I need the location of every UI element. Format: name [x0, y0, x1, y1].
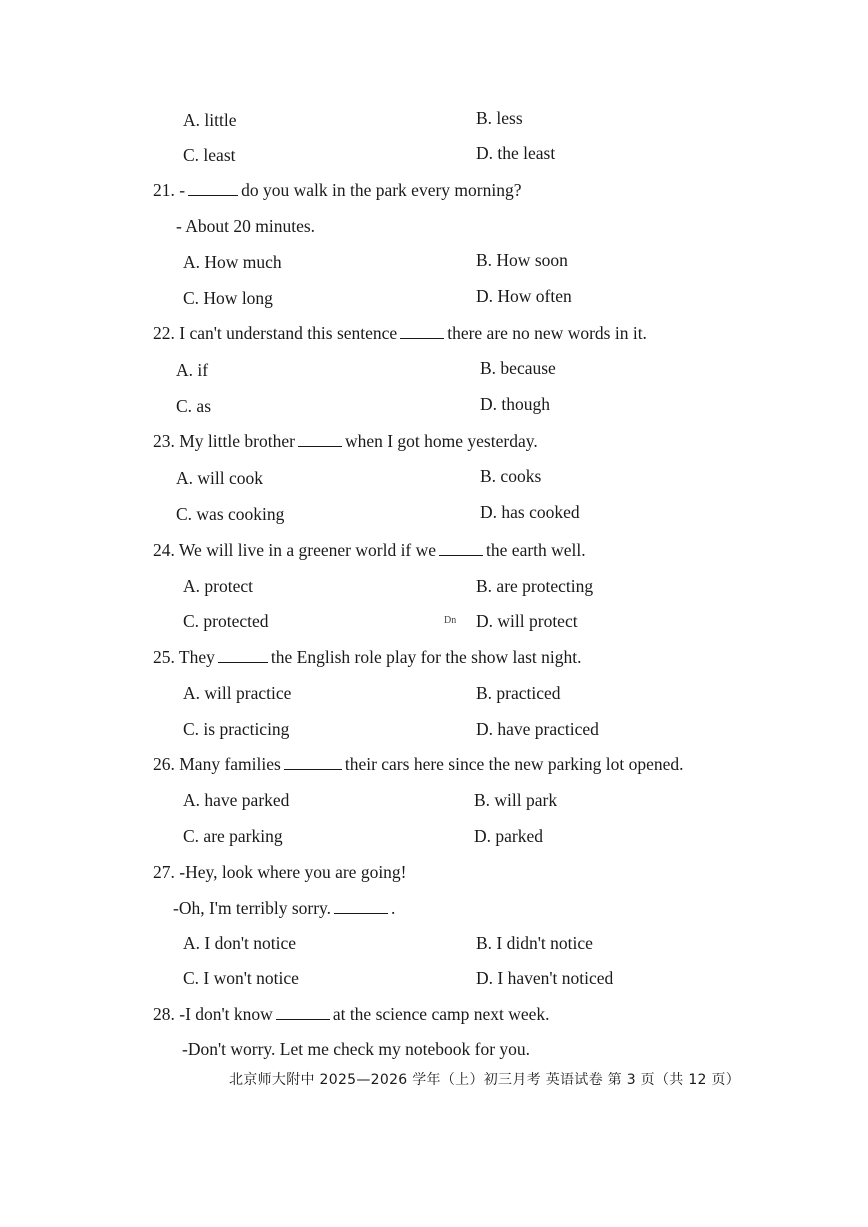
q21-number: 21. - — [153, 180, 186, 200]
q27-option-b: B. I didn't notice — [476, 933, 593, 953]
q28-text-before: 28. -I don't know — [153, 1004, 273, 1024]
q25-option-d: D. have practiced — [476, 719, 599, 739]
q21-reply: - About 20 minutes. — [176, 216, 316, 236]
q24-option-d: D. will protect — [476, 611, 578, 631]
q24-text-before: 24. We will live in a greener world if we — [153, 540, 437, 560]
q21-option-c: C. How long — [183, 288, 273, 308]
q28-blank — [276, 1003, 330, 1020]
q22-option-b: B. because — [480, 358, 556, 378]
q23-option-b: B. cooks — [480, 466, 542, 486]
q24-option-c: C. protected — [183, 611, 269, 631]
q26-text-before: 26. Many families — [153, 754, 281, 774]
q26-option-c: C. are parking — [183, 826, 283, 846]
q25-option-c: C. is practicing — [183, 719, 290, 739]
q23-blank — [298, 430, 342, 447]
q23-text-before: 23. My little brother — [153, 431, 295, 451]
q24-option-b: B. are protecting — [476, 576, 594, 596]
q21-text: do you walk in the park every morning? — [241, 180, 522, 200]
q24-stem — [153, 539, 586, 561]
q21-option-a: A. How much — [183, 252, 282, 272]
q27-reply-end: . — [391, 898, 396, 918]
q25-text-before: 25. They — [153, 647, 215, 667]
q21-blank — [188, 179, 238, 196]
q24-blank — [439, 539, 483, 556]
q22-option-c: C. as — [176, 396, 211, 416]
q22-option-a: A. if — [176, 360, 209, 380]
q21-option-b: B. How soon — [476, 250, 568, 270]
page-footer: 北京师大附中 2025—2026 学年（上）初三月考 英语试卷 第 3 页（共 12 页） — [229, 1072, 741, 1088]
q24-option-a: A. protect — [183, 576, 253, 596]
q25-blank — [218, 646, 268, 663]
q28-text-after: at the science camp next week. — [332, 1004, 550, 1024]
q26-text-after: their cars here since the new parking lot opened. — [344, 754, 684, 774]
q28-stem — [153, 1003, 550, 1025]
q24-text-after: the earth well. — [486, 540, 586, 560]
q21-option-d: D. How often — [476, 286, 572, 306]
q25-option-b: B. practiced — [476, 683, 561, 703]
q22-text-after: there are no new words in it. — [447, 323, 647, 343]
q27-option-d: D. I haven't noticed — [476, 968, 614, 988]
stray-mark: Dn — [444, 615, 457, 626]
q28-reply: -Don't worry. Let me check my notebook for you. — [182, 1039, 531, 1059]
q27-stem: 27. -Hey, look where you are going! — [153, 862, 407, 882]
q23-option-c: C. was cooking — [176, 504, 285, 524]
q21-stem — [153, 179, 522, 201]
q27-reply — [173, 897, 395, 919]
q26-option-b: B. will park — [474, 790, 558, 810]
q25-option-a: A. will practice — [183, 683, 292, 703]
q27-option-c: C. I won't notice — [183, 968, 299, 988]
q22-stem — [153, 322, 647, 344]
q26-option-a: A. have parked — [183, 790, 290, 810]
q22-text-before: 22. I can't understand this sentence — [153, 323, 398, 343]
q27-reply-text: -Oh, I'm terribly sorry. — [173, 898, 332, 918]
q23-stem — [153, 430, 538, 452]
q25-text-after: the English role play for the show last night. — [270, 647, 582, 667]
q22-option-d: D. though — [480, 394, 550, 414]
q25-stem — [153, 646, 581, 668]
q20-option-d: D. the least — [476, 143, 556, 163]
q20-option-c: C. least — [183, 145, 236, 165]
q23-text-after: when I got home yesterday. — [344, 431, 538, 451]
q26-blank — [284, 753, 342, 770]
q26-stem — [153, 753, 684, 775]
q22-blank — [400, 322, 444, 339]
q20-option-a: A. little — [183, 110, 237, 130]
q23-option-d: D. has cooked — [480, 502, 580, 522]
q20-option-b: B. less — [476, 108, 523, 128]
q23-option-a: A. will cook — [176, 468, 264, 488]
q26-option-d: D. parked — [474, 826, 544, 846]
q27-option-a: A. I don't notice — [183, 933, 296, 953]
q27-blank — [334, 897, 388, 914]
